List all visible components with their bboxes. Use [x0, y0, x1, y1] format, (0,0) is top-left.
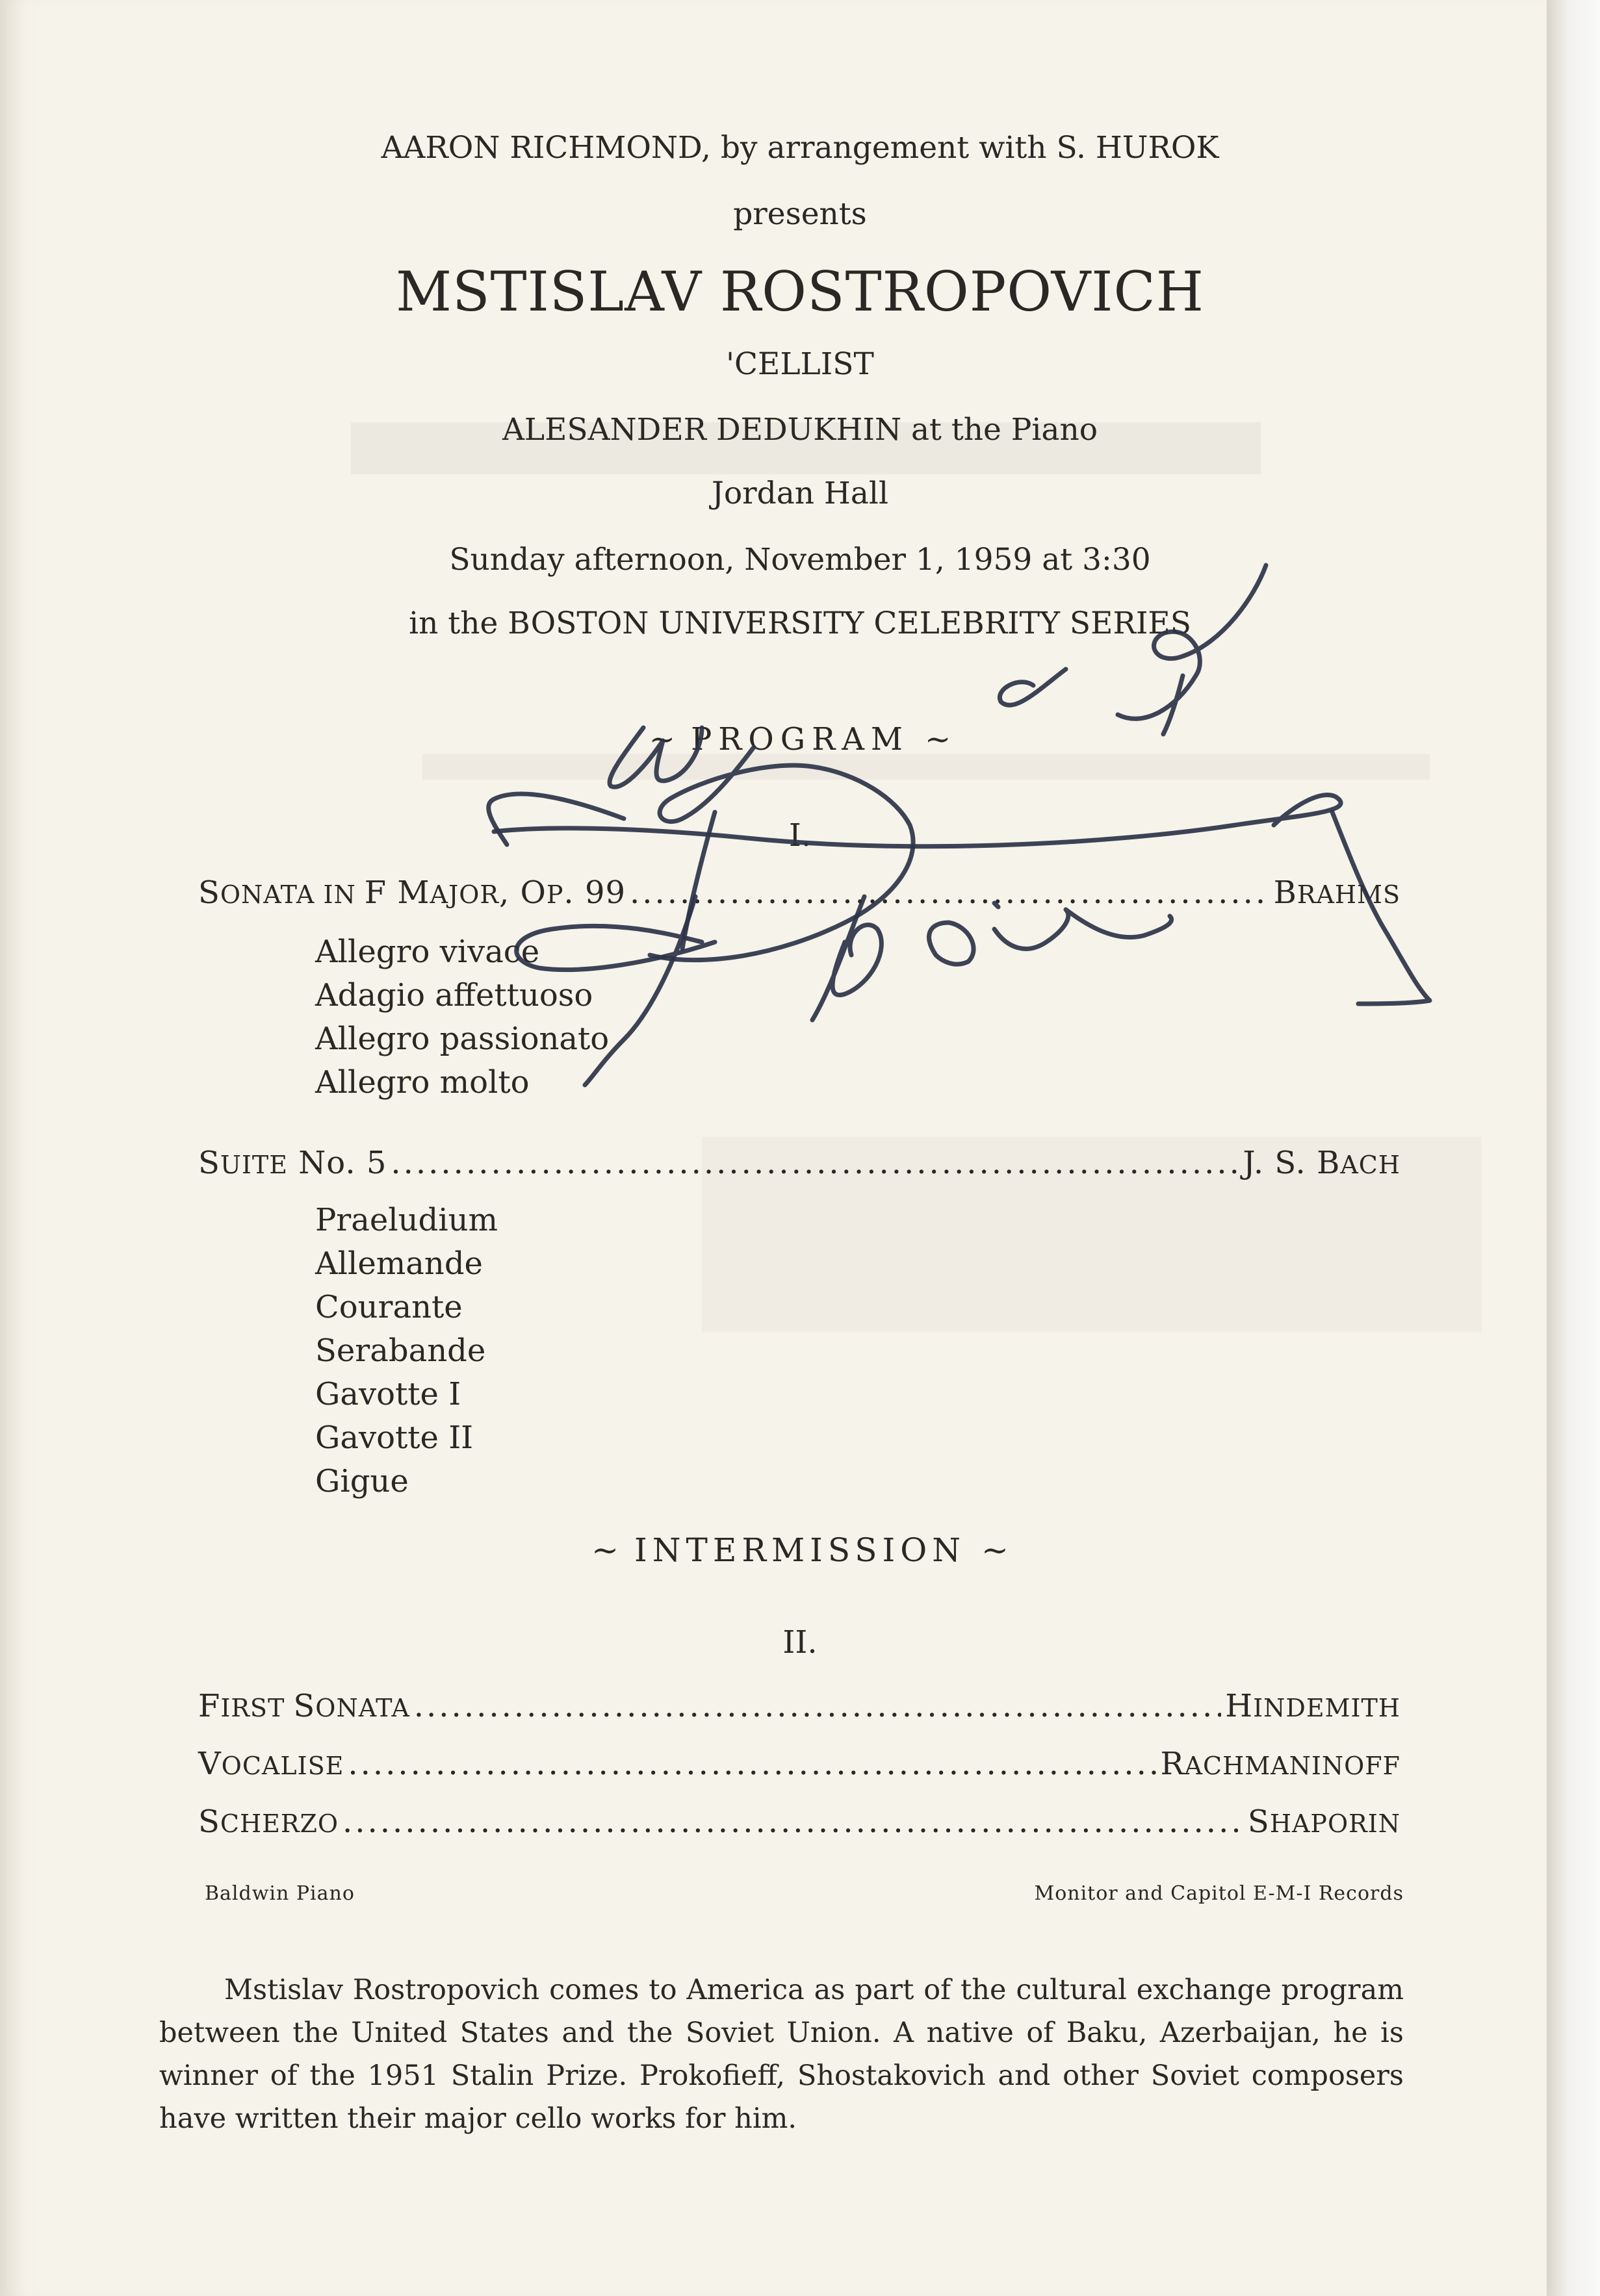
movement: Gavotte II: [315, 1420, 474, 1456]
piece-brahms-sonata: [198, 874, 1400, 911]
artist-biography: Mstislav Rostropovich comes to America as part of the cultural exchange program between the United States and the Soviet Union. A native of Baku, Azerbaijan, he is winner of the 1951 Stalin Prize. Prokofieff, Shostakovich and other Soviet composers have written their major cello works for him.: [159, 1974, 1404, 2135]
piece-bach-suite: [198, 1145, 1400, 1181]
piece-title: FIRST SONATA: [198, 1688, 410, 1724]
page-edge: [1547, 0, 1600, 2296]
movement: Allegro vivace: [315, 934, 540, 970]
artist-role: 'CELLIST: [726, 346, 874, 382]
swash-left: ~: [591, 1531, 619, 1569]
swash-right: ~: [981, 1531, 1009, 1569]
movement: Gigue: [315, 1463, 409, 1499]
bleed-through-shadow: [422, 754, 1430, 780]
piece-composer: HINDEMITH: [1225, 1688, 1400, 1724]
piece-title: SUITE No. 5: [198, 1145, 387, 1181]
movement: Allegro molto: [315, 1064, 530, 1101]
movement: Gavotte I: [315, 1376, 461, 1412]
piece-title: VOCALISE: [198, 1746, 344, 1782]
piece-composer: J. S. BACH: [1243, 1145, 1400, 1181]
presents-line: presents: [733, 196, 867, 232]
records-credit: Monitor and Capitol E-M-I Records: [1034, 1882, 1404, 1905]
leader-dots: [342, 1804, 1244, 1840]
leader-dots: [414, 1688, 1221, 1724]
series-line: in the BOSTON UNIVERSITY CELEBRITY SERIES: [409, 606, 1191, 641]
movement: Serabande: [315, 1333, 486, 1369]
leader-dots: [391, 1145, 1239, 1181]
program-heading-text: PROGRAM: [690, 721, 910, 758]
swash-right: ~: [925, 721, 951, 758]
movement: Courante: [315, 1289, 463, 1325]
piece-composer: BRAHMS: [1273, 874, 1400, 911]
swash-left: ~: [649, 721, 675, 758]
presenter-line: AARON RICHMOND, by arrangement with S. HUROK: [381, 130, 1219, 166]
piece-rachmaninoff: [198, 1746, 1400, 1782]
piano-credit: Baldwin Piano: [205, 1882, 355, 1905]
piece-shaporin: [198, 1804, 1400, 1840]
piece-composer: SHAPORIN: [1247, 1804, 1400, 1840]
movement: Allegro passionato: [315, 1021, 610, 1057]
piece-title: SONATA IN F MAJOR, OP. 99: [198, 874, 626, 911]
intermission-heading: [0, 1531, 1547, 1569]
movement: Adagio affettuoso: [315, 977, 593, 1014]
movement: Allemande: [315, 1245, 483, 1282]
accompanist-line: ALESANDER DEDUKHIN at the Piano: [502, 412, 1098, 448]
program-heading: [0, 721, 1547, 758]
movement: Praeludium: [315, 1202, 498, 1238]
leader-dots: [630, 874, 1270, 911]
intermission-text: INTERMISSION: [634, 1531, 966, 1569]
leader-dots: [348, 1746, 1156, 1782]
part-two-numeral: II.: [782, 1624, 818, 1661]
piece-title: SCHERZO: [198, 1804, 339, 1840]
piece-composer: RACHMANINOFF: [1160, 1746, 1400, 1782]
part-one-numeral: I.: [788, 817, 812, 854]
artist-name: MSTISLAV ROSTROPOVICH: [395, 260, 1204, 324]
concert-datetime: Sunday afternoon, November 1, 1959 at 3:30: [449, 542, 1151, 578]
piece-hindemith: [198, 1688, 1400, 1724]
venue: Jordan Hall: [712, 476, 888, 511]
